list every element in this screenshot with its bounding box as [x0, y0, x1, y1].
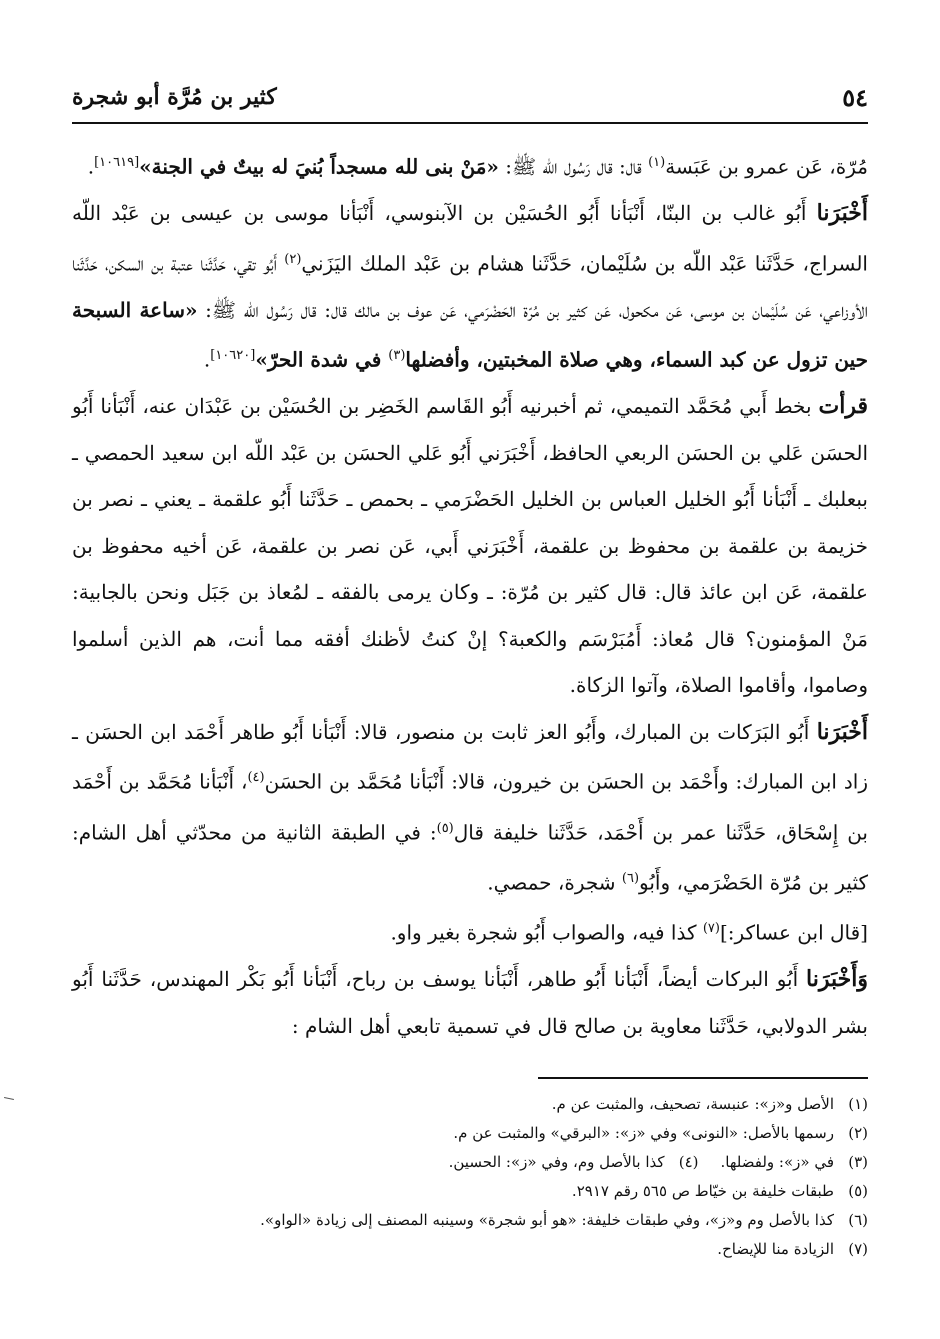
footnote-marker-1[interactable]: (١): [648, 155, 666, 170]
footnote-number: (٦): [848, 1211, 868, 1229]
paragraph-3: [72, 383, 868, 709]
footnote-text: كذا بالأصل وم و«ز»، وفي طبقات خليفة: «هو أبو شجرة» وسينبه المصنف إلى زيادة «الواو».: [260, 1211, 834, 1229]
text-run: شجرة، حمصي.: [487, 870, 622, 895]
text-run: : في الطبقة الثانية من محدّثي أهل الشام: كثير بن مُرّة الحَضْرَمي، وأَبُو: [72, 820, 868, 895]
paragraph-5: [72, 906, 868, 956]
footnote-number: (٣): [848, 1153, 868, 1171]
text-run: قال: قال رَسُول الله ﷺ:: [498, 154, 649, 179]
paragraph-6: [72, 956, 868, 1049]
footnote-marker-2[interactable]: (٢): [284, 251, 302, 267]
text-run: .: [87, 154, 95, 179]
chain-keyword: أَخْبَرَنا: [816, 200, 868, 227]
footnote-number: (٤): [678, 1153, 699, 1171]
footnote-text: طبقات خليفة بن خيّاط ص ٥٦٥ رقم ٢٩١٧.: [571, 1182, 834, 1200]
paragraph-1: [72, 140, 868, 190]
page-header: [72, 72, 868, 124]
footnote-2: [72, 1119, 868, 1148]
footnote-text: الزيادة منا للإيضاح.: [717, 1240, 834, 1258]
footnote-divider: [538, 1077, 868, 1079]
main-text: [72, 140, 868, 1049]
hadith-reference: [١٠٦١٩]: [94, 155, 140, 170]
text-run: مُرّة، عَن عمرو بن عَبَسة: [665, 154, 868, 179]
chain-keyword: قرأت: [818, 393, 868, 420]
footnote-marker-6[interactable]: (٦): [621, 870, 640, 886]
footnote-text: كذا بالأصل وم، وفي «ز»: الحسين.: [448, 1153, 665, 1171]
text-run: [قال ابن عساكر:]: [719, 920, 868, 945]
footnote-text: رسمها بالأصل: «النونى» وفي «ز»: «البرقي» والمثبت عن م.: [453, 1124, 834, 1142]
text-run: أَبُو تقي، حَدَّثَنا عتبة بن السكن، حَدَّثَنا الأوزاعي، عَن سُلَيْمان بن موسى، عَن مكحول، عَن كثير بن مُرّة الحَضْرَمي، عَن عوف بن مالك قال: قال رَسُول الله ﷺ:: [72, 251, 868, 322]
footnotes: [72, 1090, 868, 1264]
chain-keyword: أَخْبَرَنا: [816, 718, 869, 745]
footnote-number: (١): [848, 1095, 868, 1113]
text-run: كذا فيه، والصواب أَبُو شجرة بغير واو.: [390, 920, 703, 945]
text-run: أَبُو البركات أيضاً، أَنْبَأنا أَبُو طاهر، أَنْبَأنا يوسف بن رباح، أَنْبَأنا أَبُو بَكْر المهندس، حَدَّثَنا أَبُو بشر الدولابي، حَدَّثَنا معاوية بن صالح قال في تسمية تابعي أهل الشام :: [72, 967, 868, 1038]
footnote-7: [72, 1235, 868, 1264]
paragraph-4: [72, 709, 868, 906]
footnote-marker-4[interactable]: (٤): [247, 770, 265, 786]
footnote-text: في «ز»: ولفضلها.: [720, 1153, 834, 1171]
footnote-number: (٢): [848, 1124, 868, 1142]
scan-mark: [4, 1097, 14, 1100]
chain-keyword: وَأَخْبَرَنا: [806, 966, 868, 993]
hadith-text: في شدة الحرّ»: [255, 347, 389, 372]
page-number: ٥٤: [842, 82, 868, 112]
hadith-text: «ساعة السبحة حين تزول عن كبد السماء، وهي صلاة المخبتين، وأفضلها: [72, 297, 868, 372]
text-run: بخط أَبي مُحَمَّد التميمي، ثم أخبرنيه أَبُو القَاسم الخَضِر بن الحُسَيْن بن عَبْدَان عنه، أَنْبَأنا أَبُو الحسَن عَلي بن الحسَن الربعي الحافظ، أَخْبَرَني أَبُو عَلي الحسَن بن عَبْد اللّه ابن سعيد الحمصي ـ ببعلبك ـ أَنْبَأنا أَبُو الخليل العباس بن الخليل الحَضْرَمي ـ بحمص ـ حَدَّثَنا أَبُو علقمة ـ يعني ـ نصر بن خزيمة بن علقمة بن محفوظ بن علقمة، أَخْبَرَني أَبي، عَن نصر بن علقمة، عَن أخيه محفوظ بن علقمة، عَن ابن عائذ قال: قال كثير بن مُرّة: ـ وكان يرمى بالفقه ـ لمُعاذ بن جَبَل ونحن بالجابية: مَنْ المؤمنون؟ قال مُعاذ: أَمُبَرْسَم والكعبة؟ إنْ كنتُ لأظنك أفقه مما أنت، هم الذين أسلموا وصاموا، وأقاموا الصلاة، وآتوا الزكاة.: [72, 394, 868, 698]
footnote-1: [72, 1090, 868, 1119]
footnote-3-and-4: [72, 1148, 868, 1177]
running-title: كثير بن مُرَّة أبو شجرة: [72, 84, 277, 110]
footnote-number: (٧): [848, 1240, 868, 1258]
text-run: .: [203, 347, 211, 372]
footnote-5: [72, 1177, 868, 1206]
paragraph-2: [72, 190, 868, 383]
hadith-text: «مَنْ بنى لله مسجداً بُنيَ له بيتٌ في الجنة»: [139, 154, 499, 179]
footnote-6: [72, 1206, 868, 1235]
footnote-marker-7[interactable]: (٧): [702, 920, 720, 936]
footnote-text: الأصل و«ز»: عنبسة، تصحيف، والمثبت عن م.: [551, 1095, 834, 1113]
footnote-marker-5[interactable]: (٥): [436, 820, 454, 836]
footnote-marker-3[interactable]: (٣): [388, 348, 406, 364]
hadith-reference: [١٠٦٢٠]: [210, 348, 256, 364]
text-run: أَبُو غالب بن البنّا، أَنْبَأنا أَبُو الحُسَيْن بن الآبنوسي، أَنْبَأنا موسى بن عيسى بن عَبْد اللّه السراج، حَدَّثَنا عَبْد اللّه بن سُلَيْمان، حَدَّثَنا هشام بن عَبْد الملك اليَزَني: [72, 201, 868, 276]
text-run: ، أَنْبَأنا مُحَمَّد بن أَحْمَد بن إِسْحَاق، حَدَّثَنا عمر بن أَحْمَد، حَدَّثَنا خليفة قال: [72, 770, 868, 845]
footnote-number: (٥): [848, 1182, 868, 1200]
text-run: أَبُو البَرَكات بن المبارك، وأَبُو العز ثابت بن منصور، قالا: أَنْبَأنا أَبُو طاهر أَحْمَد ابن الحسَن ـ زاد ابن المبارك: وأَحْمَد بن الحسَن بن خيرون، قالا: أَنْبَأنا مُحَمَّد بن الحسَن: [72, 719, 868, 795]
